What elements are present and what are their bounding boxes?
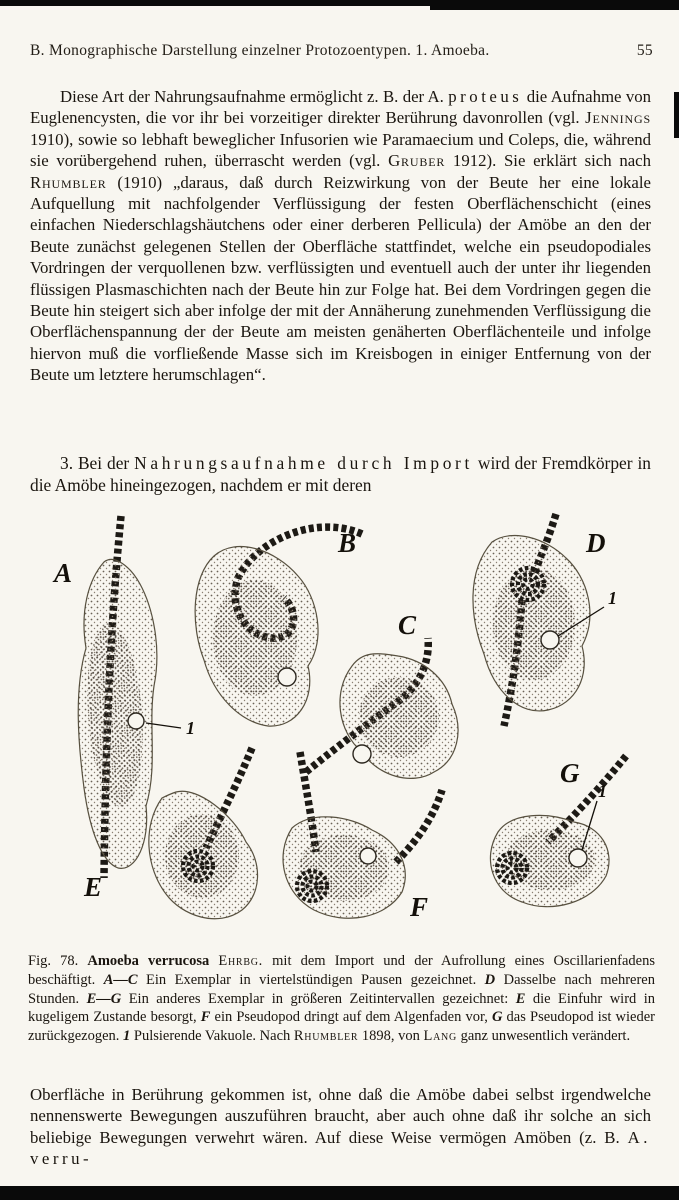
panel-label-d: D <box>586 528 606 558</box>
text-segment: Oberfläche in Berührung gekommen ist, ohne daß die Amöbe dabei selbst irgendwelche nennenswerte Bewegungen auszuführen braucht, aber auch ohne daß ihr solche an sich beliebige Bewegungen verwehrt wären. Auf diese Weise vermögen Amöben (z. B. <box>30 1085 651 1147</box>
scan-artifact-right-edge <box>674 92 679 138</box>
text-segment: Rhumbler <box>293 1028 359 1045</box>
text-segment: E—G <box>86 990 122 1007</box>
paragraph-continuation <box>30 1084 651 1170</box>
vacuole-number-label: 1 <box>608 588 617 608</box>
panel-label-f: F <box>410 892 429 922</box>
endoplasm-texture <box>359 677 439 757</box>
panel-label-a: A <box>54 558 73 588</box>
vacuole <box>360 848 376 864</box>
text-segment: Amoeba verrucosa <box>87 953 210 969</box>
text-segment: G <box>491 1009 503 1026</box>
text-segment: Rhumbler <box>30 172 107 192</box>
paragraph-feeding-mechanism <box>30 86 651 386</box>
text-segment: Nahrungsaufnahme durch Import <box>134 453 473 473</box>
text-segment: mit dem Import und der Aufrollung eines Oscillarienfadens beschäftigt. <box>28 953 655 988</box>
amoeba-panel-b <box>195 527 362 726</box>
figure-illustration <box>0 505 679 950</box>
pulsating-vacuole <box>128 713 144 729</box>
scan-artifact-bottom <box>0 1186 679 1200</box>
text-segment: Jennings <box>585 108 651 128</box>
text-segment: Ehrbg. <box>218 953 264 969</box>
text-segment: Pulsierende Vakuole. Nach <box>130 1028 294 1045</box>
scan-artifact-top-right <box>430 0 679 10</box>
text-segment: D <box>484 971 496 988</box>
text-segment: Dasselbe nach mehreren Stunden. <box>28 971 655 1007</box>
text-segment: A. verru- <box>30 1127 651 1169</box>
page-header <box>30 42 653 60</box>
text-segment: ein Pseudopod dringt auf dem Algenfaden vor, <box>210 1009 492 1026</box>
panel-label-c: C <box>398 610 417 640</box>
panel-label-g: G <box>560 758 580 788</box>
pulsating-vacuole <box>569 849 587 867</box>
text-segment: das Pseudopod ist wieder zurückgezogen. <box>28 1009 656 1045</box>
text-segment: ganz unwesentlich verändert. <box>456 1028 631 1045</box>
text-segment: Lang <box>423 1028 457 1045</box>
amoeba-panel-d <box>473 514 617 726</box>
pulsating-vacuole <box>541 631 559 649</box>
paragraph-import-intro <box>30 452 651 496</box>
text-segment: proteus <box>448 87 523 106</box>
oscillaria-filament <box>396 790 442 862</box>
text-segment: A—C <box>103 971 138 988</box>
vacuole-number-label: 1 <box>598 781 607 801</box>
figure-caption <box>28 952 655 1046</box>
figure-78 <box>0 505 679 950</box>
text-segment: Diese Art der Nahrungsaufnahme ermöglicht z. B. der A. <box>60 87 449 106</box>
amoeba-panel-c <box>306 610 458 778</box>
text-segment: E <box>515 990 526 1007</box>
text-segment: 1910), sowie so lebhaft beweglicher Infusorien wie Paramaecium und Coleps, die, während sie vorübergehend ruhen, überrascht werden (vgl. <box>30 129 651 171</box>
text-segment: Fig. 78. <box>28 953 88 969</box>
text-segment: 1 <box>123 1028 131 1045</box>
text-segment: die Aufnahme von Euglenencysten, die vor ihr bei vorzeitiger direkter Berührung davonrollen (vgl. <box>30 87 651 128</box>
vacuole <box>353 745 371 763</box>
text-segment: Ein anderes Exemplar in größeren Zeitintervallen gezeichnet: <box>121 990 516 1007</box>
panel-label-e: E <box>84 872 103 902</box>
vacuole <box>278 668 296 686</box>
text-segment: (1910) „daraus, daß durch Reizwirkung von der Beute her eine lokale Aufquellung mit nachfolgender Verflüssigung der festen Oberflächenschicht (eines einfachen Niederschlagshäutchens oder einer derberen Pellicula) der Amöbe an den der Beute zunächst gelegenen Stellen der Oberfläche stattfindet, welche ein pseudopodiales Vordringen der verquollenen bzw. verflüssigten und eventuell auch der unter ihr liegenden flüssigen Plasmaschichten nach der Beute hin zur Folge hat. Bei dem Vordringen gegen die Beute hin steigert sich aber infolge der mit der Annäherung zunehmenden Verflüssigung die Oberflächenspannung der der Beute am meisten genäherten Oberflächenteile und infolge hiervon muß die vorfließende Masse sich im Kreisbogen in einiger Entfernung von der Beute um letztere herumschlagen“. <box>30 172 651 385</box>
text-segment: Ein Exemplar in viertelstündigen Pausen gezeichnet. <box>137 971 485 988</box>
text-segment: wird der Fremdkörper in die Amöbe hineingezogen, nachdem er mit deren <box>30 453 651 495</box>
text-segment: Gruber <box>388 151 446 171</box>
vacuole-number-label: 1 <box>186 718 195 738</box>
text-segment: 1898, von <box>358 1028 424 1045</box>
page-number: 55 <box>636 42 653 59</box>
running-title: B. Monographische Darstellung einzelner Protozoentypen. 1. Amoeba. <box>30 42 490 59</box>
text-segment: F <box>200 1009 211 1026</box>
amoeba-panel-g <box>490 756 626 907</box>
panel-label-b: B <box>338 528 357 558</box>
text-segment: die Einfuhr wird in kugeligem Zustande besorgt, <box>28 990 655 1026</box>
text-segment: 3. Bei der <box>60 453 135 473</box>
text-segment: 1912). Sie erklärt sich nach <box>445 151 651 171</box>
